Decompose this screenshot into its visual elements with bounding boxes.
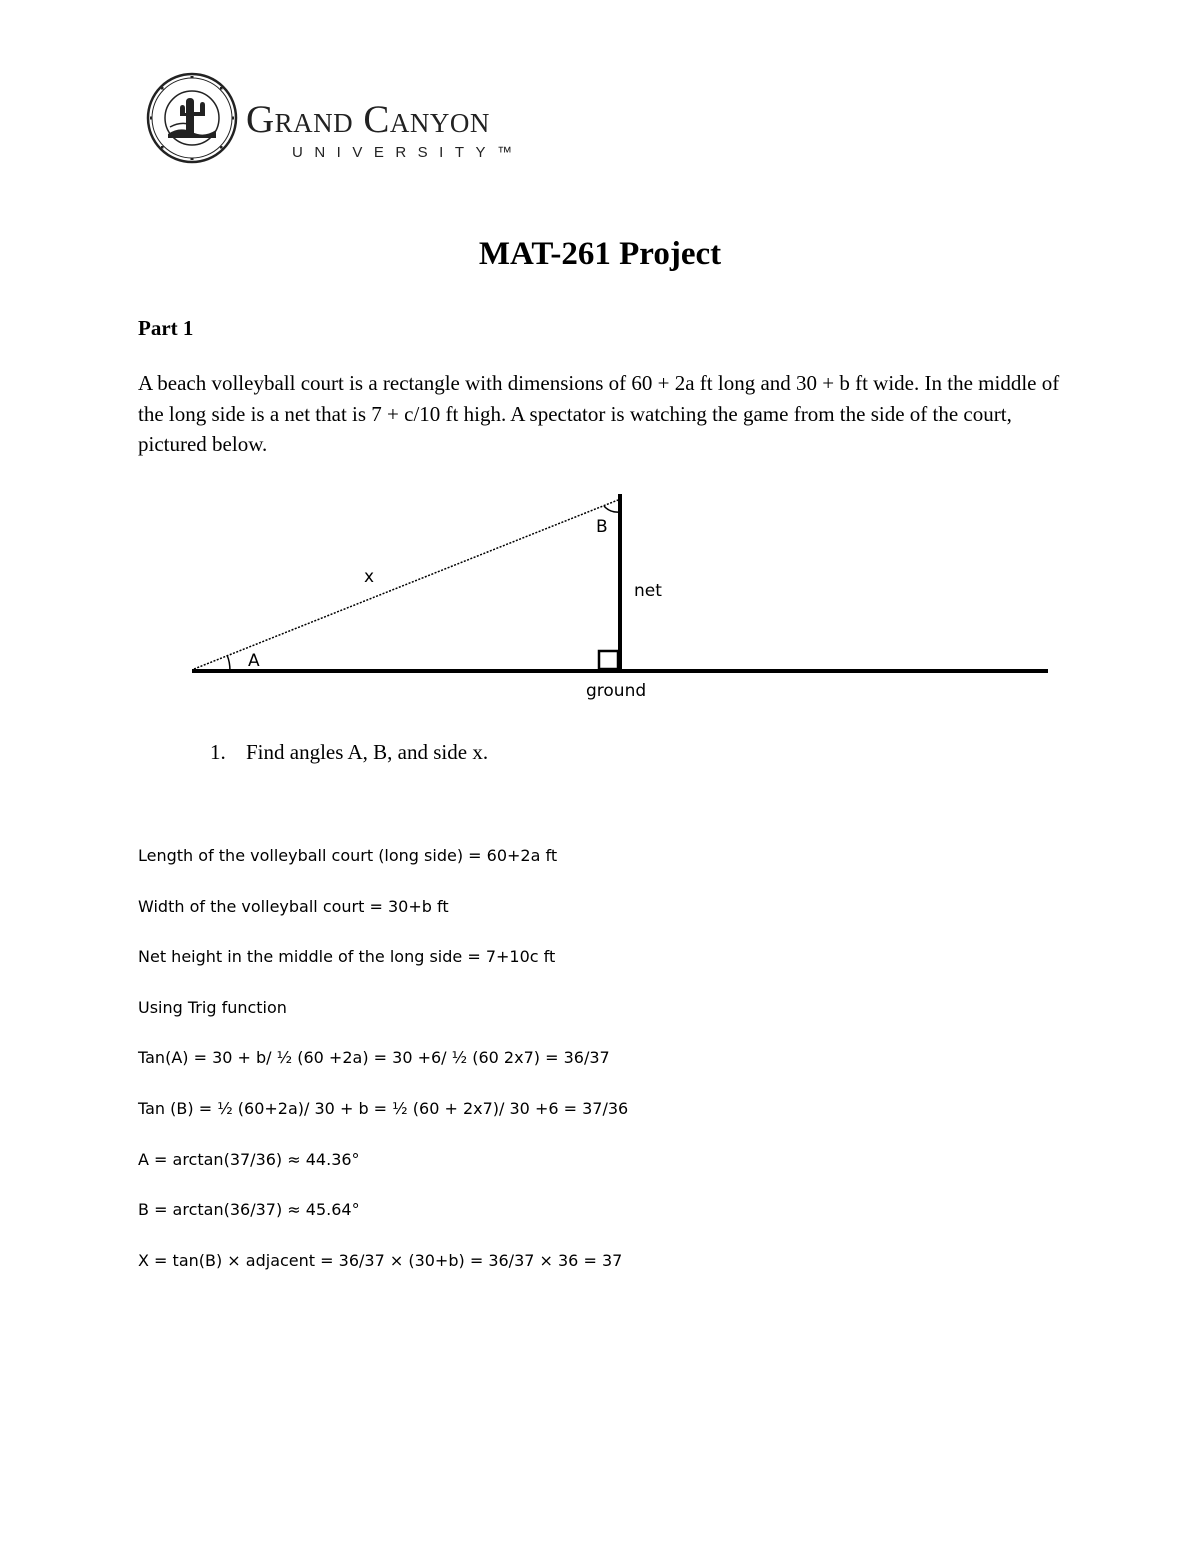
angle-b-arc (604, 506, 620, 512)
label-a: A (248, 651, 260, 671)
solution-work (138, 843, 1038, 1298)
label-b: B (596, 517, 608, 537)
hypotenuse-line (194, 500, 618, 669)
angle-a-arc (227, 655, 230, 671)
label-ground: ground (586, 681, 647, 701)
logo-subtitle: UNIVERSITY™ (292, 144, 524, 161)
work-line-width: Width of the volleyball court = 30+b ft (138, 896, 449, 916)
question-number: 1. (210, 740, 226, 764)
page-title: MAT-261 Project (478, 236, 722, 272)
label-x: x (364, 567, 375, 587)
logo-name: Grand Canyon (246, 98, 490, 141)
university-logo (146, 72, 566, 164)
work-line-tan-a: Tan(A) = 30 + b/ ½ (60 +2a) = 30 +6/ ½ (60 2x7) = 36/37 (138, 1048, 610, 1068)
university-seal-icon (146, 72, 238, 164)
part-heading: Part 1 (138, 316, 194, 340)
question-1 (210, 740, 488, 765)
label-net: net (634, 581, 662, 601)
work-line-tan-b: Tan (B) = ½ (60+2a)/ 30 + b = ½ (60 + 2x7)/ 30 +6 = 37/36 (138, 1098, 629, 1118)
triangle-diagram (180, 486, 1060, 716)
intro-paragraph: A beach volleyball court is a rectangle with dimensions of 60 + 2a ft long and 30 + b ft wide. In the middle of the long side is a net that is 7 + c/10 ft high. A spectator is watching the game from the side of the court, pictured below. (138, 371, 1060, 456)
question-text: Find angles A, B, and side x. (246, 740, 489, 764)
right-angle-marker (599, 651, 618, 669)
work-line-angle-a: A = arctan(37/36) ≈ 44.36° (138, 1149, 360, 1169)
work-line-side-x: X = tan(B) × adjacent = 36/37 × (30+b) = 36/37 × 36 = 37 (138, 1250, 623, 1270)
work-line-trig: Using Trig function (138, 997, 287, 1017)
work-line-length: Length of the volleyball court (long side) = 60+2a ft (138, 846, 558, 865)
work-line-net-height: Net height in the middle of the long side = 7+10c ft (138, 947, 556, 967)
work-line-angle-b: B = arctan(36/37) ≈ 45.64° (138, 1200, 360, 1220)
